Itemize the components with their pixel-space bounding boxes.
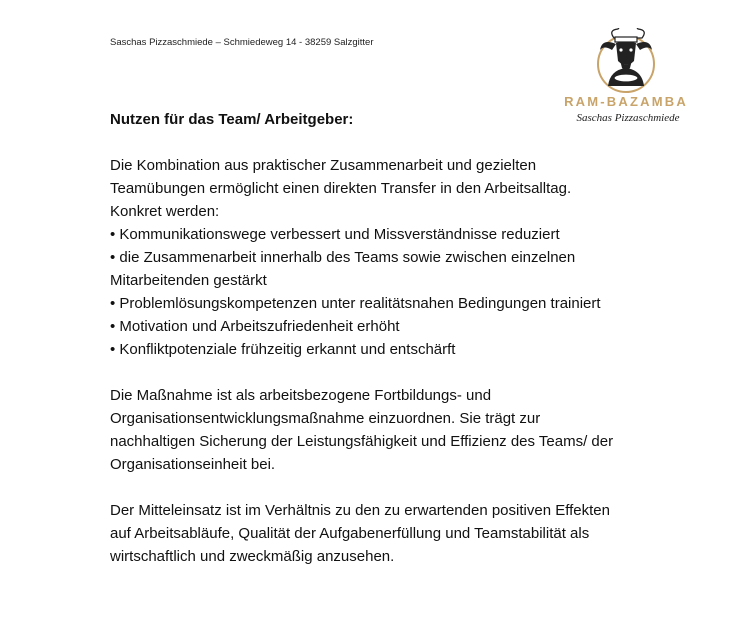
intro-paragraph [110,154,670,223]
logo-tagline-text: Saschas Pizzaschmiede [576,112,680,124]
paragraph-cost-benefit [110,499,670,568]
bullet-line: Mitarbeitenden gestärkt [110,272,267,289]
text-line: Organisationseinheit bei. [110,456,276,473]
paragraph-classification [110,384,670,476]
document-body [110,108,670,568]
bullet-line: • die Zusammenarbeit innerhalb des Teams sowie zwischen einzelnen [110,249,576,266]
bullet-line: • Kommunikationswege verbessert und Missverständnisse reduziert [110,226,560,243]
text-line: Die Kombination aus praktischer Zusammenarbeit und gezielten [110,157,537,174]
bullet-line: • Motivation und Arbeitszufriedenheit erhöht [110,318,400,335]
text-line: Teamübungen ermöglicht einen direkten Transfer in den Arbeitsalltag. [110,180,572,197]
text-line: Der Mitteleinsatz ist im Verhältnis zu den zu erwartenden positiven Effekten [110,502,610,519]
text-line: auf Arbeitsabläufe, Qualität der Aufgabenerfüllung und Teamstabilität als [110,525,590,542]
section-heading: Nutzen für das Team/ Arbeitgeber: [110,111,354,128]
text-line: wirtschaftlich und zweckmäßig anzusehen. [110,548,395,565]
text-line: Konkret werden: [110,203,220,220]
logo-brand-text: RAM-BAZAMBA [564,94,688,109]
bullet-line: • Konfliktpotenziale frühzeitig erkannt und entschärft [110,341,456,358]
text-line: Organisationsentwicklungsmaßnahme einzuordnen. Sie trägt zur [110,410,541,427]
bullet-list [110,223,670,361]
text-line: nachhaltigen Sicherung der Leistungsfähigkeit und Effizienz des Teams/ der [110,433,614,450]
bullet-line: • Problemlösungskompetenzen unter realitätsnahen Bedingungen trainiert [110,295,601,312]
header-address: Saschas Pizzaschmiede – Schmiedeweg 14 - 38259 Salzgitter [110,37,374,48]
text-line: Die Maßnahme ist als arbeitsbezogene Fortbildungs- und [110,387,492,404]
